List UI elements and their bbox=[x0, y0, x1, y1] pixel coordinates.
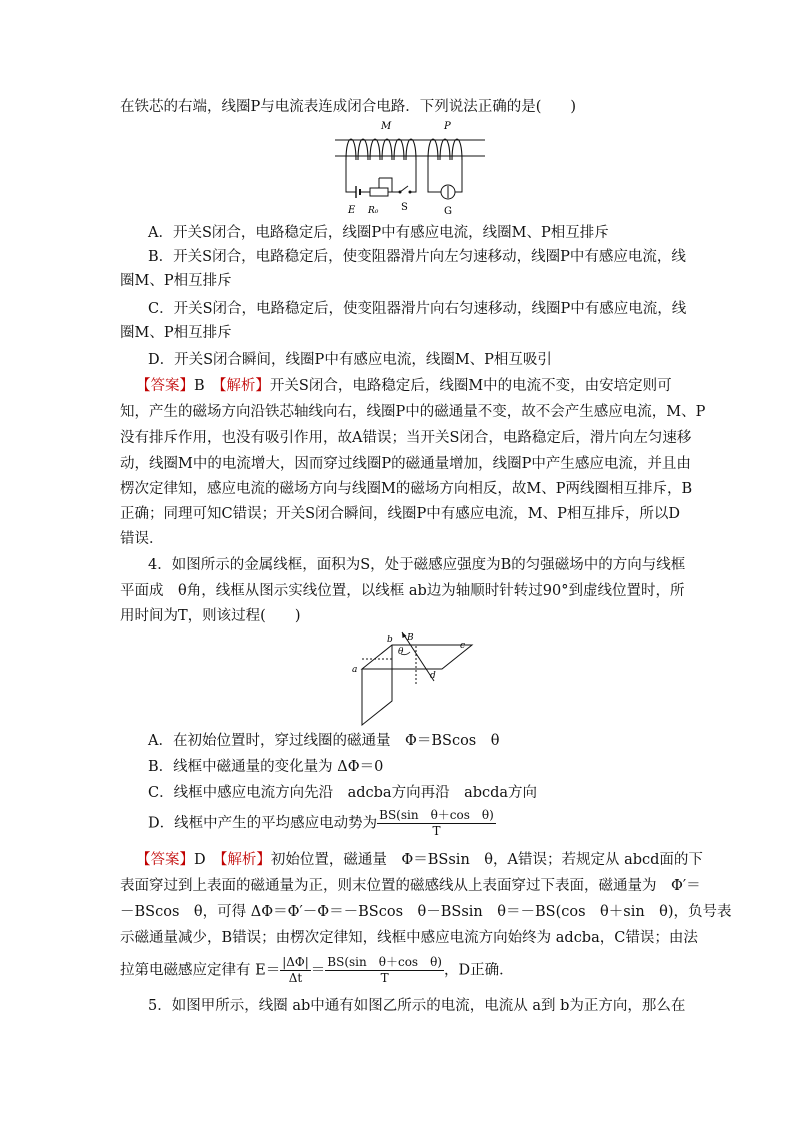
q4-formula-fraction-1-num: |ΔΦ| bbox=[282, 955, 309, 969]
q4-explanation-line3: －BScos θ，可得 ΔΦ＝Φ′－Φ＝－BScos θ－BSsin θ＝－BS(cos θ＋sin θ)，负号表 bbox=[120, 904, 732, 920]
label-c: c bbox=[460, 641, 466, 651]
coil-circuit-figure bbox=[330, 118, 490, 218]
label-s: S bbox=[401, 202, 408, 213]
label-a: a bbox=[352, 665, 358, 675]
q4-option-d-denominator: T bbox=[432, 824, 441, 838]
q3-option-a: A．开关S闭合，电路稳定后，线圈P中有感应电流，线圈M、P相互排斥 bbox=[148, 225, 609, 241]
q3-option-c-line1: C．开关S闭合，电路稳定后，使变阻器滑片向右匀速移动，线圈P中有感应电流，线 bbox=[148, 301, 687, 317]
label-b-vertex: b bbox=[387, 635, 393, 645]
q4-answer-tag: 【答案】 bbox=[136, 852, 194, 868]
q4-explanation-tag: 【解析】 bbox=[220, 852, 271, 868]
q4-formula-fraction-2-den: T bbox=[380, 971, 389, 985]
label-d: d bbox=[430, 671, 436, 681]
q4-explanation-line4: 示磁通量减少，B错误；由楞次定律知，线框中感应电流方向始终为 adcba，C错误；由法 bbox=[120, 930, 698, 946]
q3-explanation-line7: 错误． bbox=[120, 531, 164, 547]
q3-option-b-line2: 圈M、P相互排斥 bbox=[120, 273, 232, 289]
coil-circuit-diagram bbox=[330, 118, 490, 218]
q4-formula-fraction-2-num: BS(sin θ＋cos θ) bbox=[327, 955, 442, 969]
switch-s bbox=[400, 186, 408, 192]
question-3-intro: 在铁芯的右端，线圈P与电流表连成闭合电路．下列说法正确的是( ) bbox=[120, 99, 577, 115]
label-m: M bbox=[381, 121, 392, 132]
q4-formula-equals: ＝ bbox=[310, 962, 326, 979]
q3-explanation-line3: 没有排斥作用，也没有吸引作用，故A错误；当开关S闭合，电路稳定后，滑片向左匀速移 bbox=[120, 430, 692, 446]
coil-p bbox=[428, 139, 462, 160]
q4-option-d-numerator: BS(sin θ＋cos θ) bbox=[379, 808, 494, 822]
label-theta: θ bbox=[398, 647, 404, 657]
q5-stem-line1: 5．如图甲所示，线圈 ab中通有如图乙所示的电流，电流从 a到 b为正方向，那么在 bbox=[148, 998, 686, 1014]
q4-stem-line2: 平面成 θ角，线框从图示实线位置，以线框 ab边为轴顺时针转过90°到虚线位置时，所 bbox=[120, 583, 685, 599]
rheostat-r0 bbox=[370, 188, 388, 196]
q3-explanation-line1: 开关S闭合，电路稳定后，线圈M中的电流不变，由安培定则可 bbox=[269, 378, 672, 394]
q3-explanation-line6: 正确；同理可知C错误；开关S闭合瞬间，线圈P中有感应电流，M、P相互排斥，所以D bbox=[120, 506, 681, 522]
q3-answer-tag: 【答案】 bbox=[136, 378, 194, 394]
q3-answer-line bbox=[136, 376, 672, 396]
q3-option-c-line2: 圈M、P相互排斥 bbox=[120, 325, 232, 341]
q4-option-a: A．在初始位置时，穿过线圈的磁通量 Φ＝BScos θ bbox=[148, 733, 500, 749]
q4-option-c: C．线框中感应电流方向先沿 adcba方向再沿 abcda方向 bbox=[148, 785, 538, 801]
coil-m bbox=[346, 139, 416, 160]
q4-formula-fraction-1 bbox=[280, 955, 311, 986]
q3-explanation-line5: 楞次定律知，感应电流的磁场方向与线圈M的磁场方向相反，故M、P两线圈相互排斥，B bbox=[120, 481, 693, 497]
q4-explanation-line2: 表面穿过到上表面的磁通量为正，则末位置的磁感线从上表面穿过下表面，磁通量为 Φ′＝ bbox=[120, 878, 701, 894]
q3-option-b-line1: B．开关S闭合，电路稳定后，使变阻器滑片向左匀速移动，线圈P中有感应电流，线 bbox=[148, 249, 686, 265]
q3-explanation-tag: 【解析】 bbox=[219, 378, 270, 394]
q3-option-d: D．开关S闭合瞬间，线圈P中有感应电流，线圈M、P相互吸引 bbox=[148, 352, 552, 368]
q4-answer-line bbox=[136, 850, 703, 870]
label-b-field: B bbox=[407, 633, 414, 643]
q3-explanation-line2: 知，产生的磁场方向沿铁芯轴线向右，线圈P中的磁通量不变，故不会产生感应电流，M、P bbox=[120, 404, 706, 420]
label-g: G bbox=[444, 206, 452, 217]
q3-answer-letter: B bbox=[194, 378, 205, 394]
q4-explanation-line5 bbox=[120, 955, 514, 986]
q3-explanation-line4: 动，线圈M中的电流增大，因而穿过线圈P的磁通量增加，线圈P中产生感应电流，并且由 bbox=[120, 456, 691, 472]
label-p: P bbox=[444, 121, 451, 132]
q4-stem-line1: 4．如图所示的金属线框，面积为S，处于磁感应强度为B的匀强磁场中的方向与线框 bbox=[148, 557, 686, 573]
q4-explanation-line1: 初始位置，磁通量 Φ＝BSsin θ，A错误；若规定从 abcd面的下 bbox=[270, 852, 703, 868]
q4-formula-fraction-1-den: Δt bbox=[288, 971, 303, 985]
label-r0: R₀ bbox=[368, 206, 379, 216]
q4-explanation-formula-suffix: ，D正确． bbox=[443, 962, 514, 979]
q4-option-d bbox=[148, 808, 496, 839]
q4-answer-letter: D bbox=[194, 852, 206, 868]
q4-option-d-fraction bbox=[377, 808, 496, 839]
q4-explanation-formula-prefix: 拉第电磁感应定律有 E＝ bbox=[120, 962, 281, 979]
q4-option-d-text: D．线框中产生的平均感应电动势为 bbox=[148, 815, 378, 832]
q4-stem-line3: 用时间为T，则该过程( ) bbox=[120, 608, 301, 624]
q4-formula-fraction-2 bbox=[325, 955, 444, 986]
label-e: E bbox=[348, 205, 356, 216]
rotating-loop-diagram bbox=[350, 626, 490, 728]
rotating-loop-figure bbox=[350, 626, 490, 728]
q4-option-b: B．线框中磁通量的变化量为 ΔΦ＝0 bbox=[148, 759, 384, 775]
